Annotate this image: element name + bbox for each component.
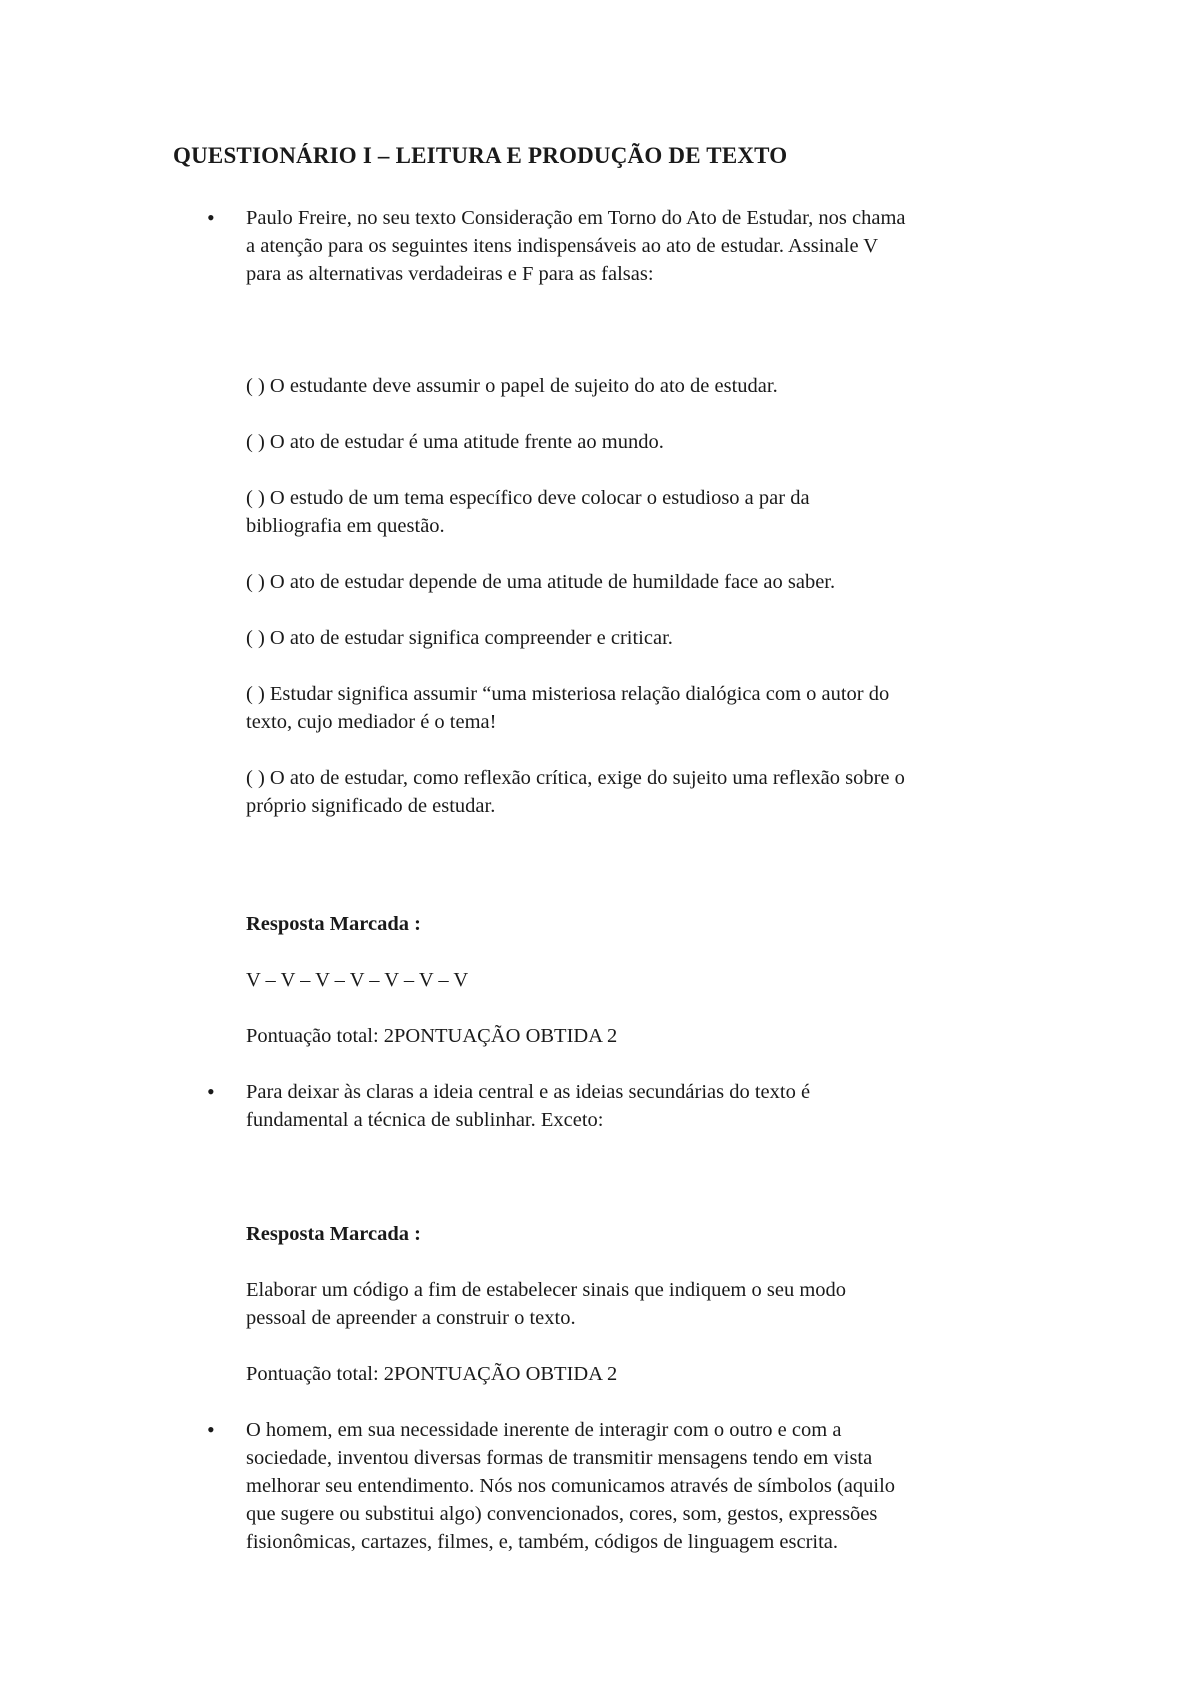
q1-option-5 xyxy=(246,624,1046,652)
text-line: pessoal de apreender a construir o texto. xyxy=(246,1307,576,1329)
text-line: Resposta Marcada : xyxy=(246,913,421,935)
q1-option-3 xyxy=(246,484,1046,540)
text-line: ( ) O ato de estudar é uma atitude frente ao mundo. xyxy=(246,431,664,453)
text-line: O homem, em sua necessidade inerente de interagir com o outro e com a xyxy=(246,1419,842,1441)
q1-option-2 xyxy=(246,428,1046,456)
text-line: próprio significado de estudar. xyxy=(246,795,496,817)
text-line: bibliografia em questão. xyxy=(246,515,445,537)
text-line: ( ) O estudo de um tema específico deve colocar o estudioso a par da xyxy=(246,487,810,509)
bullet-q1: • xyxy=(207,205,215,230)
q2-score xyxy=(246,1360,1046,1388)
q1-option-7 xyxy=(246,764,1046,820)
text-line: ( ) O ato de estudar depende de uma atitude de humildade face ao saber. xyxy=(246,571,836,593)
text-line: ( ) O ato de estudar, como reflexão crítica, exige do sujeito uma reflexão sobre o xyxy=(246,767,905,789)
q2-answer xyxy=(246,1276,1046,1332)
text-line: Resposta Marcada : xyxy=(246,1223,421,1245)
text-line: V – V – V – V – V – V – V xyxy=(246,969,469,991)
text-line: Para deixar às claras a ideia central e as ideias secundárias do texto é xyxy=(246,1081,811,1103)
q1-score xyxy=(246,1022,1046,1050)
text-line: texto, cujo mediador é o tema! xyxy=(246,711,497,733)
q1-option-6 xyxy=(246,680,1046,736)
q1-option-4 xyxy=(246,568,1046,596)
q2-answer-label xyxy=(246,1220,1046,1248)
question-2-text xyxy=(246,1078,1046,1134)
text-line: Elaborar um código a fim de estabelecer sinais que indiquem o seu modo xyxy=(246,1279,847,1301)
q1-answer xyxy=(246,966,1046,994)
text-line: fundamental a técnica de sublinhar. Exceto: xyxy=(246,1109,604,1131)
text-line: ( ) Estudar significa assumir “uma misteriosa relação dialógica com o autor do xyxy=(246,683,890,705)
document-title: QUESTIONÁRIO I – LEITURA E PRODUÇÃO DE TEXTO xyxy=(173,143,788,168)
text-line: para as alternativas verdadeiras e F para as falsas: xyxy=(246,263,654,285)
text-line: Pontuação total: 2PONTUAÇÃO OBTIDA 2 xyxy=(246,1363,618,1385)
text-line: que sugere ou substitui algo) convencionados, cores, som, gestos, expressões xyxy=(246,1503,878,1525)
bullet-q2: • xyxy=(207,1079,215,1104)
text-line: Paulo Freire, no seu texto Consideração em Torno do Ato de Estudar, nos chama xyxy=(246,207,906,229)
bullet-q3: • xyxy=(207,1417,215,1442)
text-line: ( ) O ato de estudar significa compreender e criticar. xyxy=(246,627,673,649)
text-line: Pontuação total: 2PONTUAÇÃO OBTIDA 2 xyxy=(246,1025,618,1047)
text-line: fisionômicas, cartazes, filmes, e, também, códigos de linguagem escrita. xyxy=(246,1531,839,1553)
question-3-text xyxy=(246,1416,1046,1556)
question-1-text xyxy=(246,204,1046,288)
q1-option-1 xyxy=(246,372,1046,400)
text-line: ( ) O estudante deve assumir o papel de sujeito do ato de estudar. xyxy=(246,375,778,397)
q1-answer-label xyxy=(246,910,1046,938)
text-line: a atenção para os seguintes itens indispensáveis ao ato de estudar. Assinale V xyxy=(246,235,879,257)
text-line: melhorar seu entendimento. Nós nos comunicamos através de símbolos (aquilo xyxy=(246,1475,896,1497)
text-line: sociedade, inventou diversas formas de transmitir mensagens tendo em vista xyxy=(246,1447,873,1469)
